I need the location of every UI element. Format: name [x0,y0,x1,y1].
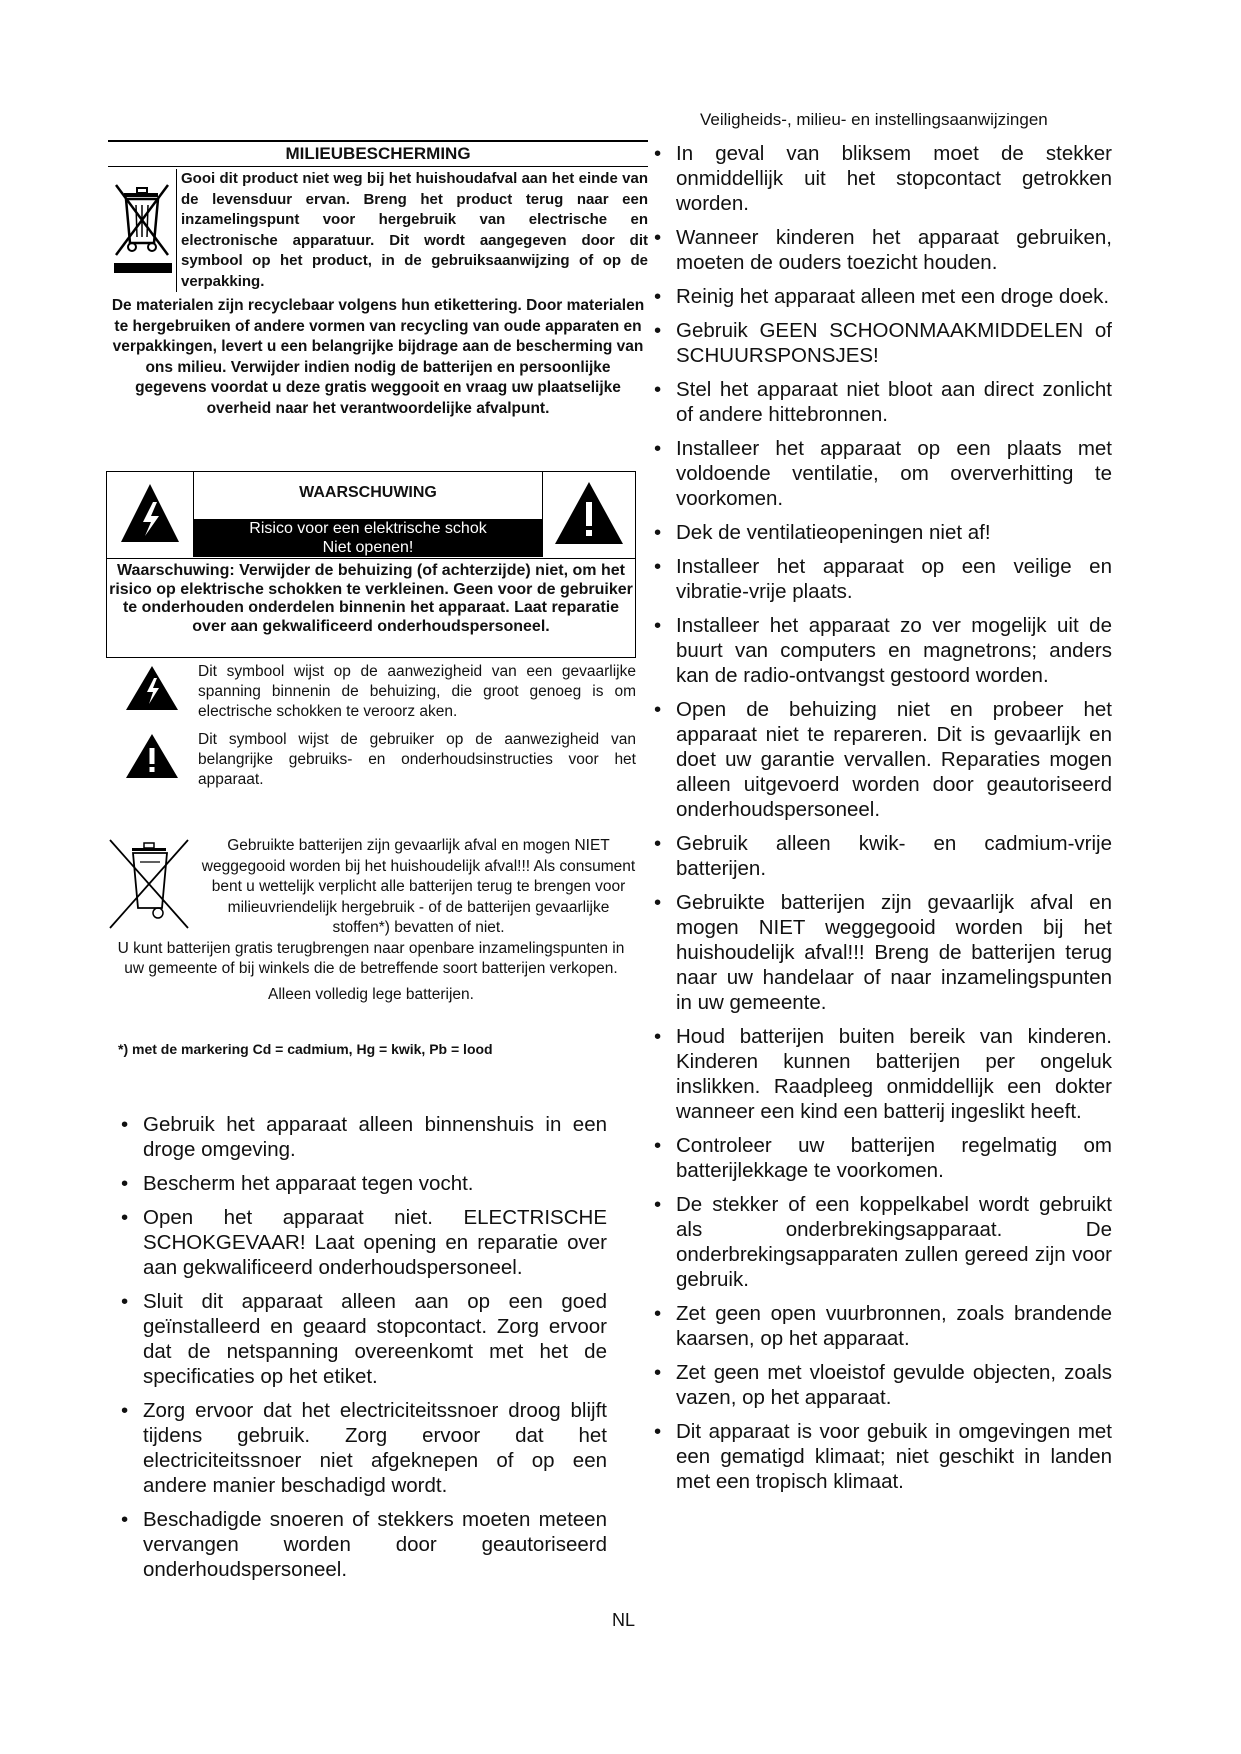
list-item [654,284,1112,309]
lightning-symbol-icon [106,662,198,722]
bullet-icon: • [654,437,662,460]
list-item [121,1507,607,1582]
list-item-text: Gebruik alleen kwik- en cadmium-vrije batterijen. [676,832,1112,880]
list-item [654,225,1112,275]
milieu-paragraph: De materialen zijn recyclebaar volgens hun etikettering. Door materialen te hergebruiken of andere vormen van recycling van oude apparaten en verpakkingen, levert u een belangrijke bijdrage aan de bescherming van ons milieu. Verwijder indien nodig de batterijen en persoonlijke gegevens voordat u deze gratis weggooit en vraag uw plaatselijke overheid naar het verantwoordelijke afvalpunt. [111,297,645,417]
list-item [121,1289,607,1389]
bullet-icon: • [654,1134,662,1157]
bullet-icon: • [121,1508,129,1531]
lightning-warning-icon [107,472,194,557]
warning-text: Waarschuwing: Verwijder de behuizing (of achterzijde) niet, om het risico op elektrische schokken te verkleinen. Geen voor de gebruiker te onderhouden onderdelen binnenin het apparaat. Laat reparatie over aan gekwalificeerd onderhoudspersoneel. [107,558,635,636]
milieu-bin-row [108,169,648,292]
list-item [121,1205,607,1280]
exclamation-symbol-text: Dit symbool wijst de gebruiker op de aanwezigheid van belangrijke gebruiks- en onderhoudsinstructies voor het apparaat. [198,731,636,788]
list-item-text: Installeer het apparaat zo ver mogelijk uit de buurt van computers en magnetrons; anders kan de radio-ontvangst gestoord worden. [676,614,1112,687]
list-item [654,1133,1112,1183]
list-item-text: Zet geen open vuurbronnen, zoals brandende kaarsen, op het apparaat. [676,1302,1112,1350]
bullet-icon: • [654,1420,662,1443]
milieu-heading: MILIEUBESCHERMING [108,140,648,167]
warning-black-line1: Risico voor een elektrische schok [249,520,487,537]
page-number: NL [612,1610,636,1630]
list-item-text: Dek de ventilatieopeningen niet af! [676,521,991,544]
bullet-icon: • [654,1025,662,1048]
list-item [654,520,1112,545]
list-item [121,1112,607,1162]
list-item [654,377,1112,427]
bullet-icon: • [654,891,662,914]
battery-footnote: *) met de markering Cd = cadmium, Hg = kwik, Pb = lood [118,1041,493,1057]
list-item-text: Installeer het apparaat op een plaats met voldoende ventilatie, om oververhitting te voorkomen. [676,437,1112,510]
list-item-text: Zet geen met vloeistof gevulde objecten, zoals vazen, op het apparaat. [676,1361,1112,1409]
exclamation-warning-icon [542,472,635,557]
list-item-text: De stekker of een koppelkabel wordt gebruikt als onderbrekingsapparaat. De onderbrekingsapparaten zullen gereed zijn voor gebruik. [676,1193,1112,1291]
list-item-text: Open de behuizing niet en probeer het apparaat niet te repareren. Dit is gevaarlijk en doet uw garantie vervallen. Reparaties mogen alleen uitgevoerd worden door geautoriseerd onderhoudspersoneel. [676,698,1112,821]
battery-empty-note: Alleen volledig lege batterijen. [268,985,474,1003]
battery-section [106,836,636,1005]
list-item [121,1171,607,1196]
list-item [654,890,1112,1015]
bullet-icon: • [654,1361,662,1384]
list-item [654,613,1112,688]
list-item-text: Bescherm het apparaat tegen vocht. [143,1172,474,1195]
bullet-icon: • [654,832,662,855]
list-item [654,1360,1112,1410]
bullet-icon: • [654,1193,662,1216]
bullet-icon: • [121,1206,129,1229]
bullet-icon: • [654,614,662,637]
list-item-text: Sluit dit apparaat alleen aan op een goed geïnstalleerd en geaard stopcontact. Zorg ervoor dat de netspanning overeenkomt met het de specificaties op het etiket. [143,1290,607,1388]
list-item [121,1398,607,1498]
list-item-text: Dit apparaat is voor gebuik in omgevingen met een gematigd klimaat; niet geschikt in landen met een tropisch klimaat. [676,1420,1112,1493]
bullet-icon: • [654,226,662,249]
list-item-text: Gebruikte batterijen zijn gevaarlijk afval en mogen NIET weggegooid worden bij het huishoudelijk afval!!! Breng de batterijen terug naar uw handelaar of naar inzamelingspunten in uw gemeente. [676,891,1112,1014]
list-item-text: Gebruik het apparaat alleen binnenshuis in een droge omgeving. [143,1113,607,1161]
exclamation-symbol-icon [106,730,198,790]
list-item [654,1419,1112,1494]
battery-bin-text: Gebruikte batterijen zijn gevaarlijk afval en mogen NIET weggegooid worden bij het huishoudelijk afval!!! Als consument bent u wettelijk verplicht alle batterijen terug te brengen voor milieuvriendelijk hergebruik - of de batterijen gevaarlijke stoffen*) bevatten of niet. [201,837,636,936]
list-item-text: Beschadigde snoeren of stekkers moeten meteen vervangen worden door geautoriseerd onderhoudspersoneel. [143,1508,607,1581]
warning-center [194,472,542,557]
list-item-text: Wanneer kinderen het apparaat gebruiken, moeten de ouders toezicht houden. [676,226,1112,274]
warning-black-line2: Niet openen! [322,539,414,556]
bullet-icon: • [121,1172,129,1195]
list-item-text: Zorg ervoor dat het electriciteitssnoer droog blijft tijdens gebruik. Zorg ervoor dat het electriciteitssnoer niet afgeknepen of op een andere manier beschadigd wordt. [143,1399,607,1497]
list-item [654,318,1112,368]
bullet-icon: • [654,285,662,308]
list-item [654,1024,1112,1124]
bullet-icon: • [121,1290,129,1313]
list-item [654,436,1112,511]
bullet-icon: • [654,521,662,544]
list-item [654,831,1112,881]
list-item-text: Houd batterijen buiten bereik van kinderen. Kinderen kunnen batterijen per ongeluk inslikken. Raadpleeg onmiddellijk een dokter wanneer een kind een batterij ingeslikt heeft. [676,1025,1112,1123]
warning-title: WAARSCHUWING [299,484,437,501]
bullet-icon: • [121,1399,129,1422]
list-item-text: In geval van bliksem moet de stekker onmiddellijk uit het stopcontact getrokken worden. [676,142,1112,215]
warning-box [106,471,636,658]
warning-black-band [194,519,542,557]
list-item [654,1192,1112,1292]
list-item-text: Stel het apparaat niet bloot aan direct zonlicht of andere hittebronnen. [676,378,1112,426]
bullet-icon: • [654,378,662,401]
list-item [654,141,1112,216]
crossed-bin-icon [108,169,176,279]
list-item-text: Open het apparaat niet. ELECTRISCHE SCHOKGEVAAR! Laat opening en reparatie over aan gekwalificeerd onderhoudspersoneel. [143,1206,607,1279]
list-item [654,554,1112,604]
page-header-title: Veiligheids-, milieu- en instellingsaanwijzingen [700,110,1048,129]
exclamation-symbol-row [106,730,636,790]
left-bullet-list [121,1112,607,1591]
list-item-text: Reinig het apparaat alleen met een droge doek. [676,285,1110,308]
list-item [654,697,1112,822]
list-item-text: Controleer uw batterijen regelmatig om batterijlekkage te voorkomen. [676,1134,1112,1182]
bullet-icon: • [654,555,662,578]
list-item [654,1301,1112,1351]
battery-paragraph: U kunt batterijen gratis terugbrengen naar openbare inzamelingspunten in uw gemeente of bij winkels die de betreffende soort batterijen verkopen. [117,939,625,977]
bullet-icon: • [654,319,662,342]
battery-bin-row [106,836,636,939]
right-bullet-list [654,141,1112,1503]
milieu-bin-text: Gooi dit product niet weg bij het huishoudafval aan het einde van de levensduur ervan. Breng het product terug naar een inzamelingspunt voor hergebruik van electrische en electronische apparatuur. Dit wordt aangegeven door dit symbool op het product, in de gebruiksaanwijzing of op de verpakking. [176,169,648,292]
list-item-text: Installeer het apparaat op een veilige en vibratie-vrije plaats. [676,555,1112,603]
bullet-icon: • [654,698,662,721]
bullet-icon: • [121,1113,129,1136]
battery-crossed-bin-icon [106,836,201,939]
milieu-section [108,140,648,419]
bullet-icon: • [654,1302,662,1325]
bullet-icon: • [654,142,662,165]
list-item-text: Gebruik GEEN SCHOONMAAKMIDDELEN of SCHUURSPONSJES! [676,319,1112,367]
lightning-symbol-text: Dit symbool wijst op de aanwezigheid van een gevaarlijke spanning binnenin de behuizing, die groot genoeg is om electrische schokken te veroorz aken. [198,663,636,720]
bin-underline-bar [114,263,172,273]
lightning-symbol-row [106,662,636,722]
